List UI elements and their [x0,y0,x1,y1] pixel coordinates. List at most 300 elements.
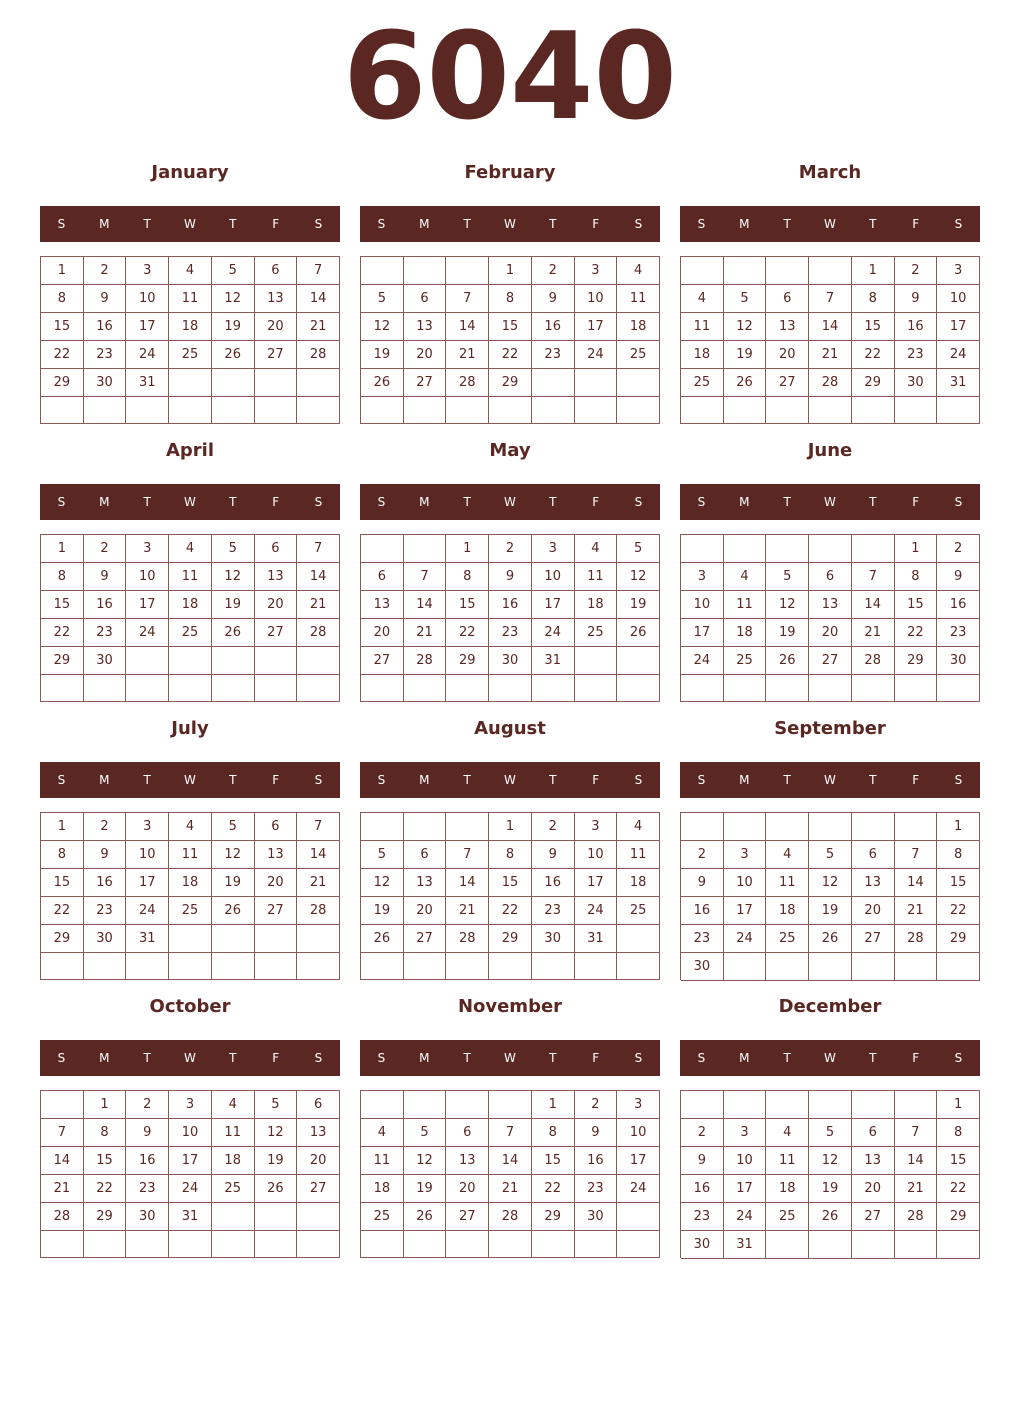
day-cell[interactable]: 10 [126,563,169,591]
day-cell[interactable]: 27 [255,897,298,925]
day-cell[interactable]: 15 [489,313,532,341]
day-cell[interactable]: 26 [766,647,809,675]
day-cell[interactable]: 2 [681,1119,724,1147]
day-cell[interactable]: 5 [361,285,404,313]
day-cell[interactable]: 20 [255,869,298,897]
day-cell[interactable]: 20 [361,619,404,647]
day-cell[interactable]: 13 [255,563,298,591]
day-cell[interactable]: 28 [297,341,340,369]
day-cell[interactable]: 26 [212,341,255,369]
day-cell[interactable]: 19 [617,591,660,619]
day-cell[interactable]: 17 [617,1147,660,1175]
day-cell[interactable]: 26 [809,1203,852,1231]
day-cell[interactable]: 21 [297,591,340,619]
day-cell[interactable]: 2 [84,257,127,285]
day-cell[interactable]: 8 [532,1119,575,1147]
day-cell[interactable]: 9 [575,1119,618,1147]
day-cell[interactable]: 31 [126,369,169,397]
day-cell[interactable]: 26 [724,369,767,397]
day-cell[interactable]: 19 [809,1175,852,1203]
day-cell[interactable]: 18 [724,619,767,647]
day-cell[interactable]: 27 [852,1203,895,1231]
day-cell[interactable]: 17 [532,591,575,619]
day-cell[interactable]: 24 [126,619,169,647]
day-cell[interactable]: 31 [169,1203,212,1231]
day-cell[interactable]: 20 [255,591,298,619]
day-cell[interactable]: 27 [766,369,809,397]
day-cell[interactable]: 21 [446,341,489,369]
day-cell[interactable]: 4 [617,813,660,841]
day-cell[interactable]: 26 [361,925,404,953]
day-cell[interactable]: 23 [489,619,532,647]
day-cell[interactable]: 10 [681,591,724,619]
day-cell[interactable]: 30 [895,369,938,397]
day-cell[interactable]: 21 [297,869,340,897]
day-cell[interactable]: 16 [937,591,980,619]
day-cell[interactable]: 2 [126,1091,169,1119]
day-cell[interactable]: 23 [84,341,127,369]
day-cell[interactable]: 17 [169,1147,212,1175]
day-cell[interactable]: 9 [84,285,127,313]
day-cell[interactable]: 5 [617,535,660,563]
day-cell[interactable]: 11 [212,1119,255,1147]
day-cell[interactable]: 17 [126,313,169,341]
day-cell[interactable]: 18 [681,341,724,369]
day-cell[interactable]: 7 [446,841,489,869]
day-cell[interactable]: 21 [809,341,852,369]
day-cell[interactable]: 26 [255,1175,298,1203]
day-cell[interactable]: 7 [404,563,447,591]
day-cell[interactable]: 15 [41,591,84,619]
day-cell[interactable]: 3 [617,1091,660,1119]
day-cell[interactable]: 1 [41,535,84,563]
day-cell[interactable]: 12 [724,313,767,341]
day-cell[interactable]: 6 [852,841,895,869]
day-cell[interactable]: 18 [361,1175,404,1203]
day-cell[interactable]: 28 [489,1203,532,1231]
day-cell[interactable]: 22 [489,897,532,925]
day-cell[interactable]: 6 [361,563,404,591]
day-cell[interactable]: 10 [724,1147,767,1175]
day-cell[interactable]: 31 [937,369,980,397]
day-cell[interactable]: 27 [809,647,852,675]
day-cell[interactable]: 9 [895,285,938,313]
day-cell[interactable]: 20 [852,1175,895,1203]
day-cell[interactable]: 29 [532,1203,575,1231]
day-cell[interactable]: 29 [937,1203,980,1231]
day-cell[interactable]: 29 [489,369,532,397]
day-cell[interactable]: 18 [169,591,212,619]
day-cell[interactable]: 24 [169,1175,212,1203]
day-cell[interactable]: 19 [766,619,809,647]
day-cell[interactable]: 7 [297,813,340,841]
day-cell[interactable]: 16 [126,1147,169,1175]
day-cell[interactable]: 12 [212,563,255,591]
day-cell[interactable]: 4 [169,813,212,841]
day-cell[interactable]: 19 [255,1147,298,1175]
day-cell[interactable]: 12 [361,869,404,897]
day-cell[interactable]: 27 [852,925,895,953]
day-cell[interactable]: 14 [852,591,895,619]
day-cell[interactable]: 18 [212,1147,255,1175]
day-cell[interactable]: 5 [809,1119,852,1147]
day-cell[interactable]: 21 [489,1175,532,1203]
day-cell[interactable]: 5 [212,535,255,563]
day-cell[interactable]: 1 [84,1091,127,1119]
day-cell[interactable]: 13 [404,313,447,341]
day-cell[interactable]: 11 [617,285,660,313]
day-cell[interactable]: 28 [446,925,489,953]
day-cell[interactable]: 2 [84,535,127,563]
day-cell[interactable]: 6 [446,1119,489,1147]
day-cell[interactable]: 5 [724,285,767,313]
day-cell[interactable]: 24 [575,897,618,925]
day-cell[interactable]: 20 [404,897,447,925]
day-cell[interactable]: 27 [255,619,298,647]
day-cell[interactable]: 10 [937,285,980,313]
day-cell[interactable]: 2 [575,1091,618,1119]
day-cell[interactable]: 22 [446,619,489,647]
day-cell[interactable]: 16 [895,313,938,341]
day-cell[interactable]: 23 [681,925,724,953]
day-cell[interactable]: 11 [617,841,660,869]
day-cell[interactable]: 23 [681,1203,724,1231]
day-cell[interactable]: 24 [532,619,575,647]
day-cell[interactable]: 20 [255,313,298,341]
day-cell[interactable]: 19 [361,897,404,925]
day-cell[interactable]: 4 [169,257,212,285]
day-cell[interactable]: 5 [404,1119,447,1147]
day-cell[interactable]: 11 [724,591,767,619]
day-cell[interactable]: 19 [404,1175,447,1203]
day-cell[interactable]: 29 [446,647,489,675]
day-cell[interactable]: 29 [937,925,980,953]
day-cell[interactable]: 1 [41,257,84,285]
day-cell[interactable]: 1 [41,813,84,841]
day-cell[interactable]: 8 [489,841,532,869]
day-cell[interactable]: 30 [575,1203,618,1231]
day-cell[interactable]: 24 [724,1203,767,1231]
day-cell[interactable]: 2 [532,813,575,841]
day-cell[interactable]: 4 [575,535,618,563]
day-cell[interactable]: 3 [126,535,169,563]
day-cell[interactable]: 2 [84,813,127,841]
day-cell[interactable]: 27 [297,1175,340,1203]
day-cell[interactable]: 12 [255,1119,298,1147]
day-cell[interactable]: 17 [937,313,980,341]
day-cell[interactable]: 2 [937,535,980,563]
day-cell[interactable]: 11 [681,313,724,341]
day-cell[interactable]: 8 [446,563,489,591]
day-cell[interactable]: 4 [361,1119,404,1147]
day-cell[interactable]: 26 [212,619,255,647]
day-cell[interactable]: 4 [681,285,724,313]
day-cell[interactable]: 14 [297,563,340,591]
day-cell[interactable]: 8 [937,841,980,869]
day-cell[interactable]: 9 [532,285,575,313]
day-cell[interactable]: 26 [617,619,660,647]
day-cell[interactable]: 23 [84,619,127,647]
day-cell[interactable]: 10 [575,285,618,313]
day-cell[interactable]: 25 [724,647,767,675]
day-cell[interactable]: 9 [681,1147,724,1175]
day-cell[interactable]: 19 [724,341,767,369]
day-cell[interactable]: 27 [255,341,298,369]
day-cell[interactable]: 19 [809,897,852,925]
day-cell[interactable]: 9 [84,841,127,869]
day-cell[interactable]: 1 [937,1091,980,1119]
day-cell[interactable]: 13 [297,1119,340,1147]
day-cell[interactable]: 18 [766,1175,809,1203]
day-cell[interactable]: 21 [852,619,895,647]
day-cell[interactable]: 26 [361,369,404,397]
day-cell[interactable]: 8 [41,841,84,869]
day-cell[interactable]: 14 [404,591,447,619]
day-cell[interactable]: 12 [212,285,255,313]
day-cell[interactable]: 30 [489,647,532,675]
day-cell[interactable]: 7 [809,285,852,313]
day-cell[interactable]: 12 [617,563,660,591]
day-cell[interactable]: 15 [937,1147,980,1175]
day-cell[interactable]: 3 [937,257,980,285]
day-cell[interactable]: 22 [895,619,938,647]
day-cell[interactable]: 26 [212,897,255,925]
day-cell[interactable]: 27 [446,1203,489,1231]
day-cell[interactable]: 13 [255,841,298,869]
day-cell[interactable]: 3 [724,1119,767,1147]
day-cell[interactable]: 28 [297,897,340,925]
day-cell[interactable]: 11 [169,841,212,869]
day-cell[interactable]: 27 [361,647,404,675]
day-cell[interactable]: 29 [41,647,84,675]
day-cell[interactable]: 7 [895,1119,938,1147]
day-cell[interactable]: 15 [852,313,895,341]
day-cell[interactable]: 11 [575,563,618,591]
day-cell[interactable]: 1 [489,257,532,285]
day-cell[interactable]: 8 [489,285,532,313]
day-cell[interactable]: 9 [681,869,724,897]
day-cell[interactable]: 29 [41,925,84,953]
day-cell[interactable]: 19 [212,591,255,619]
day-cell[interactable]: 4 [212,1091,255,1119]
day-cell[interactable]: 18 [617,869,660,897]
day-cell[interactable]: 22 [41,619,84,647]
day-cell[interactable]: 9 [937,563,980,591]
day-cell[interactable]: 30 [84,647,127,675]
day-cell[interactable]: 8 [937,1119,980,1147]
day-cell[interactable]: 25 [617,341,660,369]
day-cell[interactable]: 16 [681,1175,724,1203]
day-cell[interactable]: 24 [126,341,169,369]
day-cell[interactable]: 14 [895,869,938,897]
day-cell[interactable]: 28 [895,925,938,953]
day-cell[interactable]: 28 [297,619,340,647]
day-cell[interactable]: 9 [84,563,127,591]
day-cell[interactable]: 19 [212,313,255,341]
day-cell[interactable]: 7 [852,563,895,591]
day-cell[interactable]: 13 [809,591,852,619]
day-cell[interactable]: 11 [169,285,212,313]
day-cell[interactable]: 23 [575,1175,618,1203]
day-cell[interactable]: 6 [255,813,298,841]
day-cell[interactable]: 15 [895,591,938,619]
day-cell[interactable]: 22 [937,897,980,925]
day-cell[interactable]: 15 [84,1147,127,1175]
day-cell[interactable]: 12 [809,1147,852,1175]
day-cell[interactable]: 27 [404,369,447,397]
day-cell[interactable]: 30 [681,953,724,981]
day-cell[interactable]: 6 [255,535,298,563]
day-cell[interactable]: 30 [84,369,127,397]
day-cell[interactable]: 3 [575,813,618,841]
day-cell[interactable]: 13 [361,591,404,619]
day-cell[interactable]: 13 [766,313,809,341]
day-cell[interactable]: 14 [446,869,489,897]
day-cell[interactable]: 7 [489,1119,532,1147]
day-cell[interactable]: 22 [41,341,84,369]
day-cell[interactable]: 7 [446,285,489,313]
day-cell[interactable]: 5 [212,813,255,841]
day-cell[interactable]: 15 [489,869,532,897]
day-cell[interactable]: 5 [361,841,404,869]
day-cell[interactable]: 15 [937,869,980,897]
day-cell[interactable]: 20 [404,341,447,369]
day-cell[interactable]: 28 [852,647,895,675]
day-cell[interactable]: 11 [766,1147,809,1175]
day-cell[interactable]: 17 [681,619,724,647]
day-cell[interactable]: 24 [126,897,169,925]
day-cell[interactable]: 14 [809,313,852,341]
day-cell[interactable]: 14 [895,1147,938,1175]
day-cell[interactable]: 8 [852,285,895,313]
day-cell[interactable]: 12 [404,1147,447,1175]
day-cell[interactable]: 15 [41,313,84,341]
day-cell[interactable]: 13 [852,869,895,897]
day-cell[interactable]: 10 [126,841,169,869]
day-cell[interactable]: 20 [446,1175,489,1203]
day-cell[interactable]: 12 [212,841,255,869]
day-cell[interactable]: 16 [681,897,724,925]
day-cell[interactable]: 5 [255,1091,298,1119]
day-cell[interactable]: 29 [895,647,938,675]
day-cell[interactable]: 10 [575,841,618,869]
day-cell[interactable]: 13 [446,1147,489,1175]
day-cell[interactable]: 23 [937,619,980,647]
day-cell[interactable]: 1 [446,535,489,563]
day-cell[interactable]: 31 [575,925,618,953]
day-cell[interactable]: 21 [41,1175,84,1203]
day-cell[interactable]: 4 [766,841,809,869]
day-cell[interactable]: 2 [895,257,938,285]
day-cell[interactable]: 22 [41,897,84,925]
day-cell[interactable]: 17 [126,869,169,897]
day-cell[interactable]: 3 [169,1091,212,1119]
day-cell[interactable]: 28 [404,647,447,675]
day-cell[interactable]: 12 [766,591,809,619]
day-cell[interactable]: 26 [809,925,852,953]
day-cell[interactable]: 7 [297,535,340,563]
day-cell[interactable]: 20 [809,619,852,647]
day-cell[interactable]: 18 [766,897,809,925]
day-cell[interactable]: 30 [84,925,127,953]
day-cell[interactable]: 13 [404,869,447,897]
day-cell[interactable]: 16 [84,869,127,897]
day-cell[interactable]: 23 [532,897,575,925]
day-cell[interactable]: 16 [84,591,127,619]
day-cell[interactable]: 4 [766,1119,809,1147]
day-cell[interactable]: 16 [532,313,575,341]
day-cell[interactable]: 24 [575,341,618,369]
day-cell[interactable]: 18 [617,313,660,341]
day-cell[interactable]: 23 [895,341,938,369]
day-cell[interactable]: 1 [489,813,532,841]
day-cell[interactable]: 10 [169,1119,212,1147]
day-cell[interactable]: 10 [126,285,169,313]
day-cell[interactable]: 25 [212,1175,255,1203]
day-cell[interactable]: 21 [895,897,938,925]
day-cell[interactable]: 25 [575,619,618,647]
day-cell[interactable]: 24 [681,647,724,675]
day-cell[interactable]: 8 [84,1119,127,1147]
day-cell[interactable]: 1 [895,535,938,563]
day-cell[interactable]: 17 [724,897,767,925]
day-cell[interactable]: 25 [766,925,809,953]
day-cell[interactable]: 7 [41,1119,84,1147]
day-cell[interactable]: 28 [41,1203,84,1231]
day-cell[interactable]: 29 [41,369,84,397]
day-cell[interactable]: 29 [489,925,532,953]
day-cell[interactable]: 25 [169,341,212,369]
day-cell[interactable]: 6 [255,257,298,285]
day-cell[interactable]: 25 [361,1203,404,1231]
day-cell[interactable]: 24 [724,925,767,953]
day-cell[interactable]: 28 [895,1203,938,1231]
day-cell[interactable]: 5 [212,257,255,285]
day-cell[interactable]: 29 [852,369,895,397]
day-cell[interactable]: 2 [489,535,532,563]
day-cell[interactable]: 24 [937,341,980,369]
day-cell[interactable]: 20 [297,1147,340,1175]
day-cell[interactable]: 16 [489,591,532,619]
day-cell[interactable]: 13 [852,1147,895,1175]
day-cell[interactable]: 22 [852,341,895,369]
day-cell[interactable]: 22 [937,1175,980,1203]
day-cell[interactable]: 12 [809,869,852,897]
day-cell[interactable]: 9 [489,563,532,591]
day-cell[interactable]: 22 [489,341,532,369]
day-cell[interactable]: 8 [41,563,84,591]
day-cell[interactable]: 2 [532,257,575,285]
day-cell[interactable]: 7 [297,257,340,285]
day-cell[interactable]: 21 [404,619,447,647]
day-cell[interactable]: 19 [212,869,255,897]
day-cell[interactable]: 1 [937,813,980,841]
day-cell[interactable]: 9 [532,841,575,869]
day-cell[interactable]: 22 [84,1175,127,1203]
day-cell[interactable]: 5 [809,841,852,869]
day-cell[interactable]: 1 [852,257,895,285]
day-cell[interactable]: 8 [41,285,84,313]
day-cell[interactable]: 3 [126,813,169,841]
day-cell[interactable]: 4 [617,257,660,285]
day-cell[interactable]: 3 [126,257,169,285]
day-cell[interactable]: 28 [809,369,852,397]
day-cell[interactable]: 30 [681,1231,724,1259]
day-cell[interactable]: 6 [809,563,852,591]
day-cell[interactable]: 25 [169,897,212,925]
day-cell[interactable]: 6 [766,285,809,313]
day-cell[interactable]: 11 [169,563,212,591]
